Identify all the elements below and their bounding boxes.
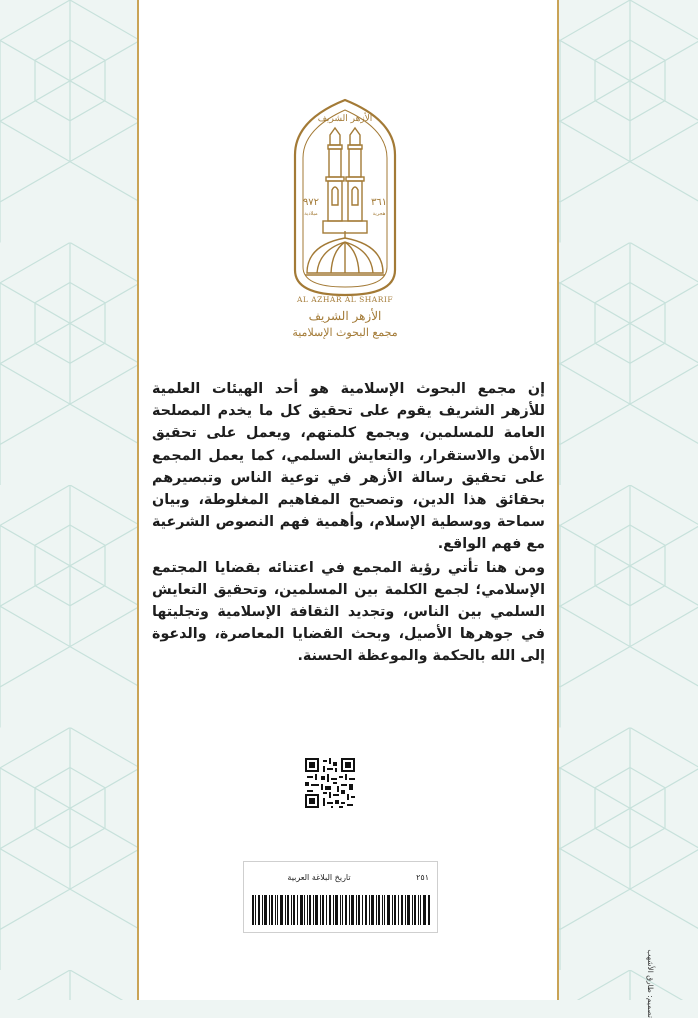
book-title-label: تاريخ البلاغة العربية [287,873,351,882]
al-azhar-emblem [285,95,405,340]
emblem-year-gregorian-label: ميلادية [304,211,318,217]
about-text [152,378,545,668]
about-paragraph-2: ومن هنا تأتي رؤية المجمع في اعتنائه بقضايا المجتمع الإسلامي؛ لجمع الكلمة بين المسلمين، وتحقيق التعايش السلمي بين الناس، وتجديد الثقافة الإسلامية وتجليتها في جوهرها الأصيل، وبحث القضايا المعاصرة، والدعوة إلى الله بالحكمة والموعظة الحسنة. [152,559,545,665]
emblem-latin-name: AL AZHAR AL SHARIF [296,295,394,304]
about-paragraph-1: إن مجمع البحوث الإسلامية هو أحد الهيئات العلمية للأزهر الشريف يقوم على تحقيق كل ما يخدم المصلحة العامة للمسلمين، ويجمع كلمتهم، ويعمل على تحقيق الأمن والاستقرار، والتعايش السلمي، كما يعمل المجمع على تحقيق رسالة الأزهر في توعية الناس وتبصيرهم بحقائق هذا الدين، وتصحيح المفاهيم المغلوطة، وبيان سماحة ووسطية الإسلام، وأهمية فهم النصوص الشرعية مع فهم الواقع. [152,381,545,553]
institution-name-line1: الأزهر الشريف [308,309,382,323]
emblem-year-gregorian: ٩٧٢ [302,197,320,208]
qr-code [305,758,355,808]
barcode [252,895,430,925]
institution-name-line2: مجمع البحوث الإسلامية [292,326,398,339]
emblem-year-hijri: ٣٦١ [370,197,388,208]
dome-icon [305,231,385,275]
emblem-year-hijri-label: هجرية [372,211,386,217]
designer-credit: تصميم: طارق الأشهب [646,949,655,1018]
book-code-label: ٢٥١ [416,873,429,882]
emblem-arch-text: الأزهر الشريف [317,114,373,124]
book-label [243,861,438,933]
minaret-icon [323,128,367,233]
